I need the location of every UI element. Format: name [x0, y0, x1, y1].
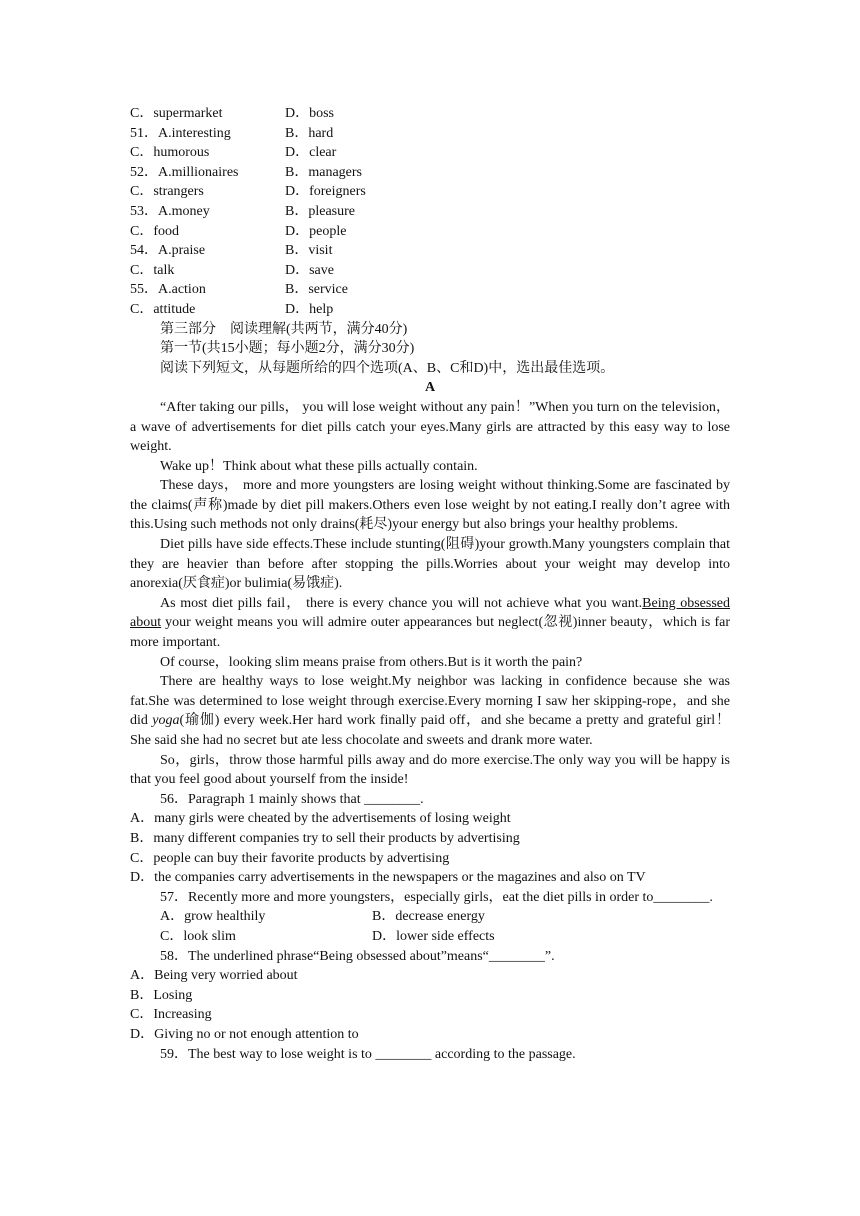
document-page [130, 104, 730, 1064]
option-row: 54．A.praise B．visit [130, 243, 333, 259]
q58-option-b: B．Losing [130, 987, 193, 1003]
option-row: C．supermarket D．boss [130, 106, 335, 121]
q58-option-c: C．Increasing [130, 1007, 212, 1023]
paragraph-1: “After taking our pills， you will lose weight without any pain！”When you turn on the television，a wave of advertisements for diet pills catch your eyes.Many girls are attracted by this easy way to lose weight. [130, 399, 730, 455]
option-row: C．humorous D．clear [130, 145, 337, 161]
q57-option-a: A．grow healthily [160, 909, 266, 925]
q57-options-row-2 [130, 927, 730, 947]
underlined-phrase: Being obsessed about [130, 595, 731, 631]
question-57: 57．Recently more and more youngsters，especially girls，eat the diet pills in order to________. [160, 889, 713, 905]
q56-option-a: A．many girls were cheated by the advertisements of losing weight [130, 811, 511, 827]
q58-option-d: D．Giving no or not enough attention to [130, 1026, 359, 1042]
q56-option-b: B．many different companies try to sell their products by advertising [130, 830, 520, 846]
q58-option-a: A．Being very worried about [130, 968, 298, 984]
paragraph-6: Of course，looking slim means praise from others.But is it worth the pain? [160, 654, 583, 670]
option-row: 53．A.money B．pleasure [130, 203, 355, 219]
section-title: 第三部分 阅读理解(共两节，满分40分) [160, 321, 408, 337]
q57-option-d: D．lower side effects [372, 928, 495, 944]
paragraph-7: There are healthy ways to lose weight.My neighbor was lacking in confidence because she was fat.She was determined to lose weight through exercise.Every morning I saw her skipping-rope，and she did yoga(瑜伽) every week.Her hard work finally paid off，and she became a pretty and grateful girl！She said she had no secret but ate less chocolate and sweets and drank more water. [130, 674, 731, 748]
instruction: 阅读下列短文，从每题所给的四个选项(A、B、C和D)中，选出最佳选项。 [160, 360, 615, 376]
option-row: C．food D．people [130, 223, 347, 239]
option-row: C．talk D．save [130, 262, 334, 278]
option-row: 52．A.millionaires B．managers [130, 164, 362, 180]
q57-option-b: B．decrease energy [372, 909, 485, 925]
cloze-options [130, 104, 730, 320]
paragraph-5: As most diet pills fail， there is every chance you will not achieve what you want.Being obsessed about your weight means you will admire outer appearances but neglect(忽视)inner beauty，which is far more important. [130, 595, 731, 651]
subsection-title: 第一节(共15小题；每小题2分，满分30分) [160, 341, 415, 357]
q56-option-c: C．people can buy their favorite products by advertising [130, 850, 450, 866]
option-row: C．attitude D．help [130, 301, 334, 317]
paragraph-3: These days， more and more youngsters are losing weight without thinking.Some are fascinated by the claims(声称)made by diet pill makers.Others even lose weight by not eating.I really don’t agree with this.Using such methods not only drains(耗尽)your energy but also brings your healthy problems. [130, 478, 730, 533]
paragraph-8: So，girls，throw those harmful pills away and do more exercise.The only way you will be happy is that you feel good about yourself from the inside! [130, 752, 730, 788]
option-row: 55．A.action B．service [130, 282, 348, 298]
question-58: 58．The underlined phrase“Being obsessed about”means“________”. [160, 948, 555, 964]
passage-label: A [424, 380, 436, 396]
q56-option-d: D．the companies carry advertisements in the newspapers or the magazines and also on TV [130, 870, 646, 886]
paragraph-2: Wake up！Think about what these pills actually contain. [160, 458, 478, 474]
question-56: 56．Paragraph 1 mainly shows that ________. [160, 791, 424, 807]
option-row: C．strangers D．foreigners [130, 184, 366, 200]
option-row: 51．A.interesting B．hard [130, 125, 334, 141]
paragraph-4: Diet pills have side effects.These include stunting(阻碍)your growth.Many youngsters complain that they are heavier than before after stopping the pills.Worries about your weight may develop into anorexia(厌食症)or bulimia(易饿症). [130, 537, 730, 592]
q57-option-c: C．look slim [160, 928, 236, 944]
q57-options-row-1 [130, 907, 730, 927]
question-59: 59．The best way to lose weight is to ________ according to the passage. [160, 1046, 576, 1062]
